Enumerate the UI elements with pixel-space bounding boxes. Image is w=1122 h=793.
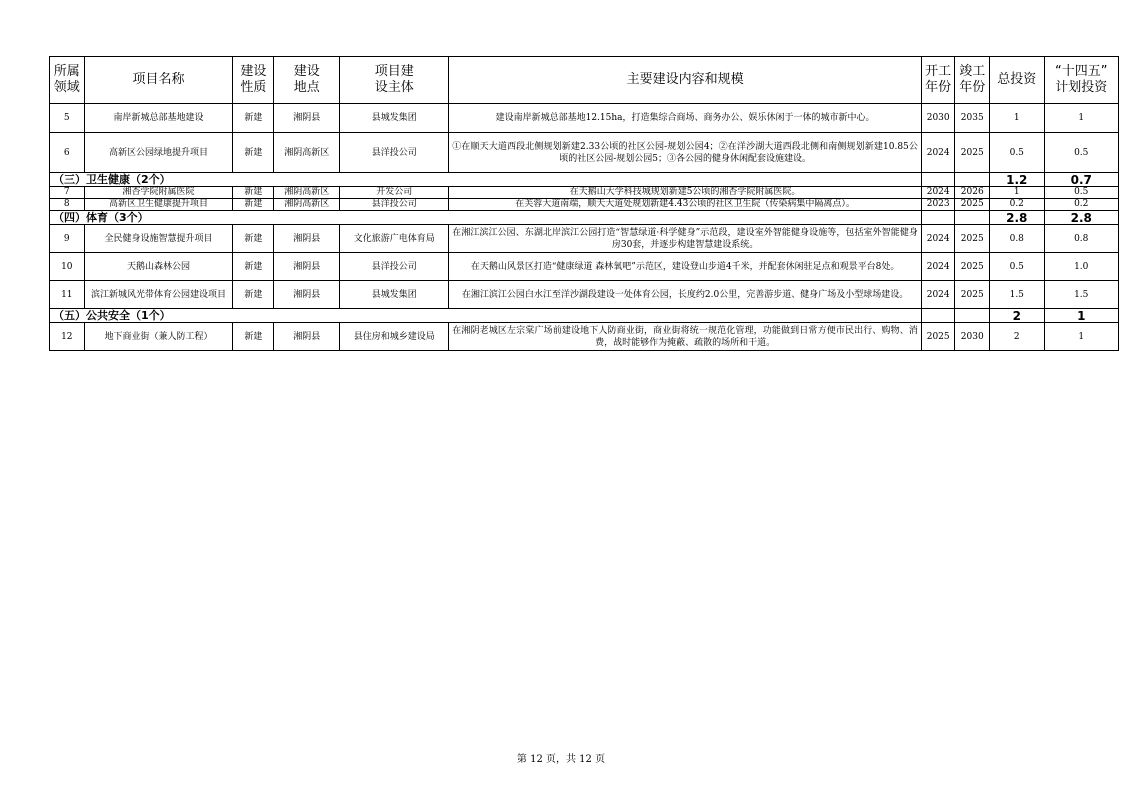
cell-plan: 1.5 [1044,281,1119,309]
section-plan: 2.8 [1044,211,1119,225]
cell-content: 建设南岸新城总部基地12.15ha，打造集综合商场、商务办公、娱乐休闲于一体的城市新中心。 [449,104,922,133]
cell-start: 2024 [921,225,955,253]
cell-location: 湘阴县 [274,323,340,351]
cell-start: 2030 [921,104,955,133]
cell-total: 1 [990,104,1044,133]
cell-content: 在湘阴老城区左宗棠广场前建设地下人防商业街，商业街将统一规范化管理，功能做到日常方便市民出行、购物、消费，战时能够作为掩蔽、疏散的场所和干道。 [449,323,922,351]
cell-start: 2024 [921,281,955,309]
cell-num: 11 [50,281,85,309]
cell-total: 2 [990,323,1044,351]
cell-total: 0.2 [990,199,1044,211]
table-row [50,323,1119,351]
cell-owner: 县城发集团 [340,104,449,133]
cell-nature: 新建 [233,323,274,351]
cell-plan: 0.8 [1044,225,1119,253]
header-row [50,57,1119,104]
table-row [50,281,1119,309]
project-table [49,56,1119,351]
section-total: 2.8 [990,211,1044,225]
cell-plan: 0.5 [1044,133,1119,173]
table-row [50,104,1119,133]
cell-end: 2030 [955,323,990,351]
cell-owner: 开发公司 [340,187,449,199]
cell-start: 2024 [921,133,955,173]
cell-owner: 县洋投公司 [340,253,449,281]
cell-content: 在湘江滨江公园白水江至洋沙湖段建设一处体育公园，长度约2.0公里，完善游步道、健身广场及小型球场建设。 [449,281,922,309]
header-owner: 项目建 设主体 [340,57,449,104]
cell-owner: 县住房和城乡建设局 [340,323,449,351]
header-location: 建设 地点 [274,57,340,104]
header-content: 主要建设内容和规模 [449,57,922,104]
cell-name: 滨江新城风光带体育公园建设项目 [84,281,233,309]
cell-total: 0.5 [990,133,1044,173]
cell-num: 12 [50,323,85,351]
cell-end: 2025 [955,199,990,211]
cell-num: 5 [50,104,85,133]
cell-end [955,211,990,225]
header-name: 项目名称 [84,57,233,104]
cell-owner: 文化旅游广电体育局 [340,225,449,253]
cell-start [921,211,955,225]
cell-num: 6 [50,133,85,173]
table-row [50,133,1119,173]
table-row [50,225,1119,253]
cell-content: 在天鹅山大学科技城规划新建5公顷的湘杏学院附属医院。 [449,187,922,199]
cell-plan: 0.2 [1044,199,1119,211]
cell-end [955,309,990,323]
cell-total: 1.5 [990,281,1044,309]
cell-end [955,173,990,187]
cell-owner: 县洋投公司 [340,199,449,211]
cell-location: 湘阴县 [274,104,340,133]
cell-plan: 1.0 [1044,253,1119,281]
section-row [50,309,1119,323]
section-title: （三）卫生健康（2个） [50,173,922,187]
cell-nature: 新建 [233,104,274,133]
cell-content: ①在顺天大道西段北侧规划新建2.33公顷的社区公园-规划公园4；②在洋沙湖大道西段北侧和南侧规划新建10.85公顷的社区公园-规划公园5；③各公园的健身休闲配套设施建设。 [449,133,922,173]
cell-total: 1 [990,187,1044,199]
section-row [50,211,1119,225]
cell-name: 全民健身设施智慧提升项目 [84,225,233,253]
cell-plan: 1 [1044,104,1119,133]
section-plan: 1 [1044,309,1119,323]
cell-end: 2025 [955,281,990,309]
cell-content: 在天鹅山风景区打造“健康绿道 森林氧吧”示范区，建设登山步道4千米，并配套休闲驻足点和观景平台8处。 [449,253,922,281]
section-title: （四）体育（3个） [50,211,922,225]
cell-num: 8 [50,199,85,211]
cell-location: 湘阴县 [274,225,340,253]
cell-nature: 新建 [233,281,274,309]
header-plan-investment: “十四五” 计划投资 [1044,57,1119,104]
section-total: 2 [990,309,1044,323]
cell-location: 湘阴高新区 [274,187,340,199]
table-row [50,199,1119,211]
header-end-year: 竣工 年份 [955,57,990,104]
section-total: 1.2 [990,173,1044,187]
cell-content: 在芙蓉大道南端，顺天大道处规划新建4.43公顷的社区卫生院（传染病集中隔离点）。 [449,199,922,211]
cell-end: 2035 [955,104,990,133]
section-title: （五）公共安全（1个） [50,309,922,323]
cell-content: 在湘江滨江公园、东湖北岸滨江公园打造“智慧绿道·科学健身”示范段，建设室外智能健身设施等，包括室外智能健身房30套，并逐步构建智慧建设系统。 [449,225,922,253]
cell-start [921,309,955,323]
cell-start [921,173,955,187]
cell-num: 10 [50,253,85,281]
cell-end: 2025 [955,253,990,281]
page-footer: 第 12 页，共 12 页 [516,754,606,765]
section-row [50,173,1119,187]
section-plan: 0.7 [1044,173,1119,187]
cell-start: 2024 [921,187,955,199]
cell-name: 高新区卫生健康提升项目 [84,199,233,211]
cell-location: 湘阴县 [274,253,340,281]
cell-end: 2025 [955,133,990,173]
cell-nature: 新建 [233,133,274,173]
cell-end: 2026 [955,187,990,199]
cell-location: 湘阴高新区 [274,133,340,173]
cell-nature: 新建 [233,187,274,199]
cell-nature: 新建 [233,199,274,211]
cell-nature: 新建 [233,253,274,281]
cell-num: 9 [50,225,85,253]
cell-name: 南岸新城总部基地建设 [84,104,233,133]
cell-start: 2024 [921,253,955,281]
cell-total: 0.8 [990,225,1044,253]
cell-location: 湘阴高新区 [274,199,340,211]
cell-owner: 县洋投公司 [340,133,449,173]
cell-total: 0.5 [990,253,1044,281]
header-start-year: 开工 年份 [921,57,955,104]
cell-nature: 新建 [233,225,274,253]
cell-end: 2025 [955,225,990,253]
cell-name: 湘杏学院附属医院 [84,187,233,199]
table-row [50,187,1119,199]
header-domain: 所属 领域 [50,57,85,104]
cell-owner: 县城发集团 [340,281,449,309]
cell-start: 2023 [921,199,955,211]
header-total-investment: 总投资 [990,57,1044,104]
cell-name: 高新区公园绿地提升项目 [84,133,233,173]
cell-location: 湘阴县 [274,281,340,309]
cell-plan: 0.5 [1044,187,1119,199]
cell-plan: 1 [1044,323,1119,351]
table-row [50,253,1119,281]
cell-name: 地下商业街（兼人防工程） [84,323,233,351]
cell-name: 天鹅山森林公园 [84,253,233,281]
cell-start: 2025 [921,323,955,351]
header-nature: 建设 性质 [233,57,274,104]
cell-num: 7 [50,187,85,199]
